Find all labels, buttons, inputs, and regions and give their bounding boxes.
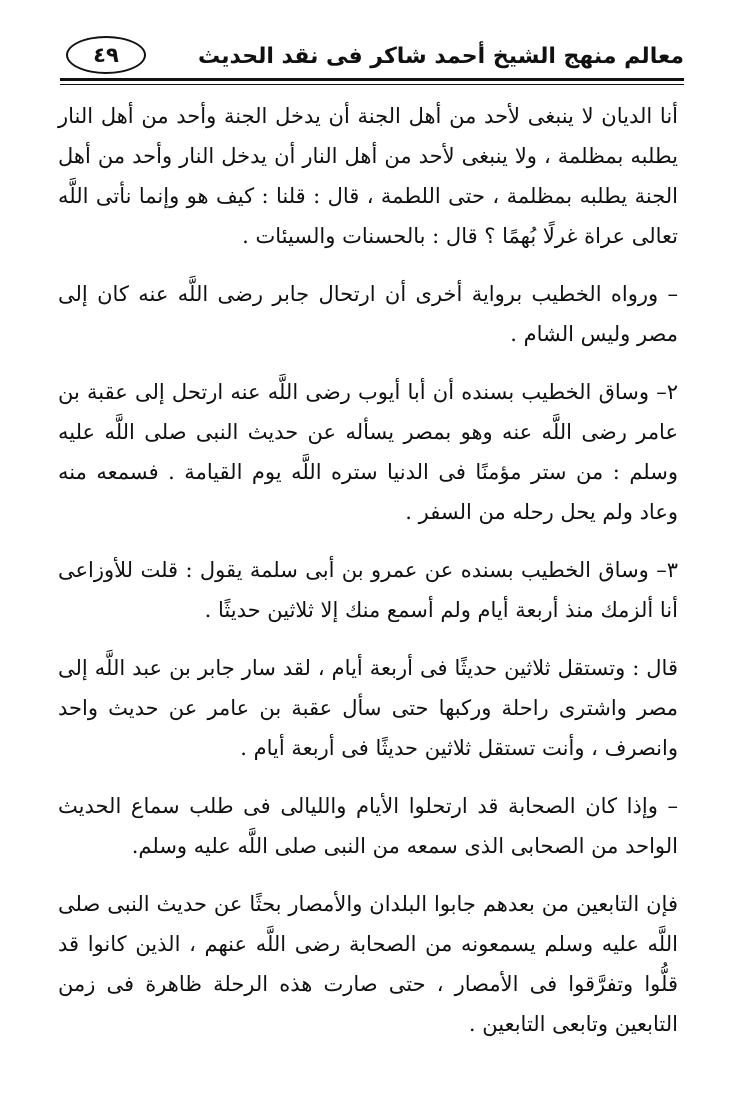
header-rule-thin bbox=[60, 84, 684, 85]
paragraph: ٣– وساق الخطيب بسنده عن عمرو بن أبى سلمة يقول : قلت للأوزاعى أنا ألزمك منذ أربعة أيام ولم أسمع منك إلا ثلاثين حديثًا . bbox=[58, 558, 678, 622]
running-title: معالم منهج الشيخ أحمد شاكر فى نقد الحديث bbox=[197, 44, 684, 69]
body-text bbox=[58, 96, 678, 1062]
paragraph: – ورواه الخطيب برواية أخرى أن ارتحال جابر رضى اللَّه عنه كان إلى مصر وليس الشام . bbox=[58, 282, 678, 346]
paragraph: قال : وتستقل ثلاثين حديثًا فى أربعة أيام ، لقد سار جابر بن عبد اللَّه إلى مصر واشترى راحلة وركبها حتى سأل عقبة بن عامر عن حديث واحد وانصرف ، وأنت تستقل ثلاثين حديثًا فى أربعة أيام . bbox=[58, 656, 678, 760]
paragraph: فإن التابعين من بعدهم جابوا البلدان والأمصار بحثًا عن حديث النبى صلى اللَّه عليه وسلم يسمعونه من الصحابة رضى اللَّه عنهم ، الذين كانوا قد قلُّوا وتفرَّقوا فى الأمصار ، حتى صارت هذه الرحلة ظاهرة فى زمن التابعين وتابعى التابعين . bbox=[58, 892, 678, 1036]
page-header bbox=[60, 36, 684, 86]
paragraph: أنا الديان لا ينبغى لأحد من أهل الجنة أن يدخل الجنة وأحد من أهل النار يطلبه بمظلمة ، ولا ينبغى لأحد من أهل النار أن يدخل النار وأحد من أهل الجنة يطلبه بمظلمة ، حتى اللطمة ، قال : قلنا : كيف هو وإنما نأتى اللَّه تعالى عراة غرلًا بُهمًا ؟ قال : بالحسنات والسيئات . bbox=[58, 104, 678, 248]
paragraph: ٢– وساق الخطيب بسنده أن أبا أيوب رضى اللَّه عنه ارتحل إلى عقبة بن عامر رضى اللَّه عنه وهو بمصر يسأله عن حديث النبى صلى اللَّه عليه وسلم : من ستر مؤمنًا فى الدنيا ستره اللَّه يوم القيامة . فسمعه منه وعاد ولم يحل رحله من السفر . bbox=[58, 380, 678, 524]
paragraph: – وإذا كان الصحابة قد ارتحلوا الأيام والليالى فى طلب سماع الحديث الواحد من الصحابى الذى سمعه من النبى صلى اللَّه عليه وسلم. bbox=[58, 794, 678, 858]
header-rule-thick bbox=[60, 78, 684, 81]
page-number: ٤٩ bbox=[66, 36, 146, 74]
